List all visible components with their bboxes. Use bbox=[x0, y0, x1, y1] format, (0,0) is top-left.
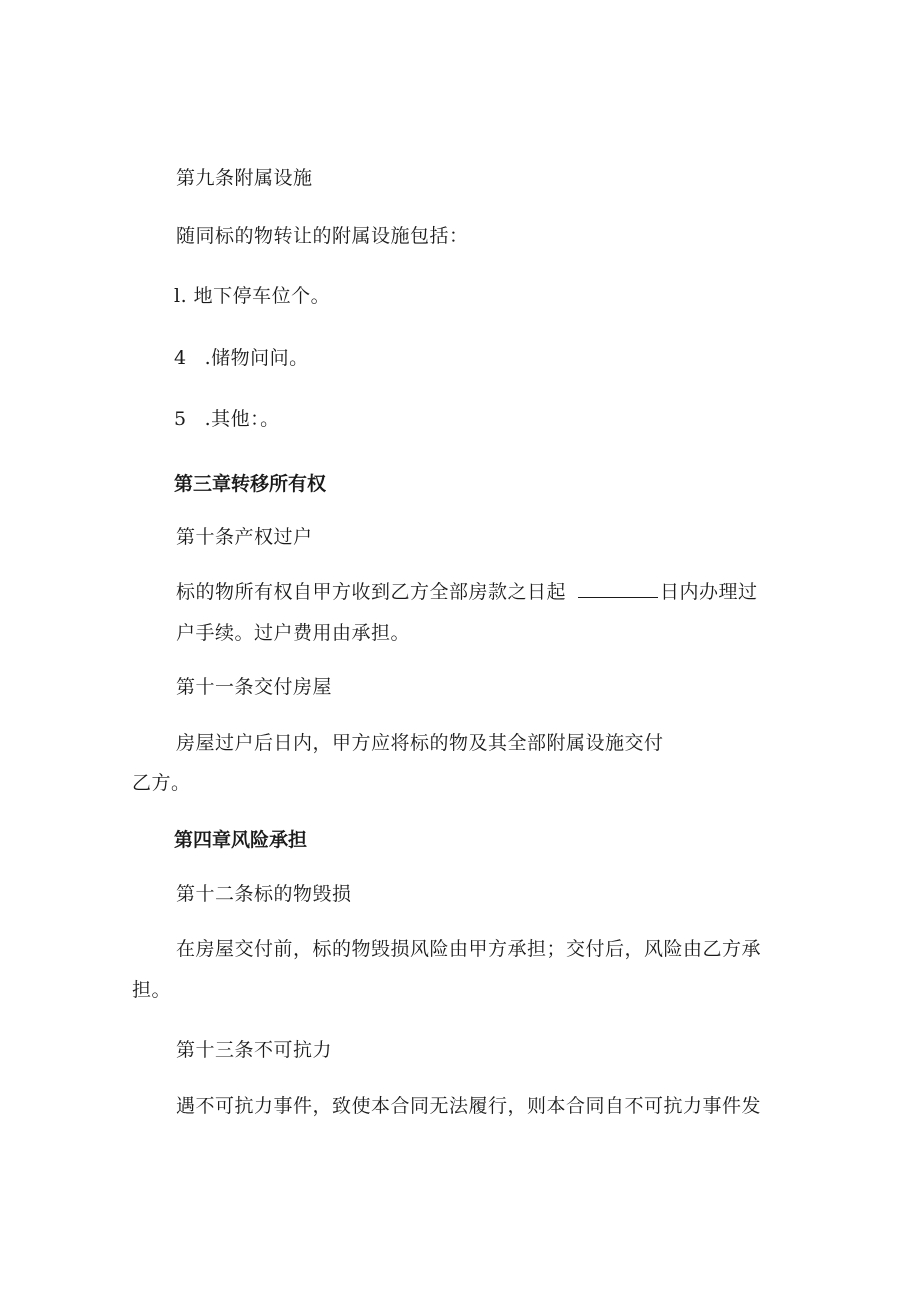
article-12-title: 第十二条标的物毁损 bbox=[176, 883, 352, 905]
article-10-paragraph-line-1 bbox=[176, 580, 758, 604]
article-10-text-b: 日内办理过 bbox=[660, 581, 758, 603]
article-10-title: 第十条产权过户 bbox=[176, 526, 313, 548]
article-11-title: 第十一条交付房屋 bbox=[176, 676, 333, 698]
chapter-3-heading: 第三章转移所有权 bbox=[174, 473, 327, 495]
chapter-4-heading: 第四章风险承担 bbox=[174, 829, 308, 851]
article-10-text-a: 标的物所有权自甲方收到乙方全部房款之日起 bbox=[176, 581, 567, 603]
fill-in-blank bbox=[578, 581, 658, 598]
article-9-intro: 随同标的物转让的附属设施包括： bbox=[176, 225, 469, 247]
article-10-paragraph-line-2: 户手续。过户费用由承担。 bbox=[176, 622, 411, 644]
list-item-5 bbox=[174, 407, 280, 431]
article-12-paragraph-line-2: 担。 bbox=[132, 979, 172, 1001]
list-item-5-number: 5 bbox=[174, 408, 187, 430]
list-item-4-number: 4 bbox=[174, 347, 187, 369]
article-11-paragraph-line-2: 乙方。 bbox=[132, 772, 191, 794]
article-13-title: 第十三条不可抗力 bbox=[176, 1039, 333, 1061]
article-12-paragraph-line-1: 在房屋交付前，标的物毁损风险由甲方承担；交付后，风险由乙方承 bbox=[176, 938, 762, 960]
article-9-title: 第九条附属设施 bbox=[176, 167, 313, 189]
article-13-paragraph-line-1: 遇不可抗力事件，致使本合同无法履行，则本合同自不可抗力事件发 bbox=[176, 1095, 762, 1117]
list-item-1: l. 地下停车位个。 bbox=[174, 285, 331, 307]
list-item-4 bbox=[174, 346, 309, 370]
article-11-paragraph-line-1: 房屋过户后日内，甲方应将标的物及其全部附属设施交付 bbox=[176, 732, 664, 754]
list-item-5-text: .其他：。 bbox=[204, 408, 280, 430]
list-item-4-text: .储物问问。 bbox=[204, 347, 309, 369]
